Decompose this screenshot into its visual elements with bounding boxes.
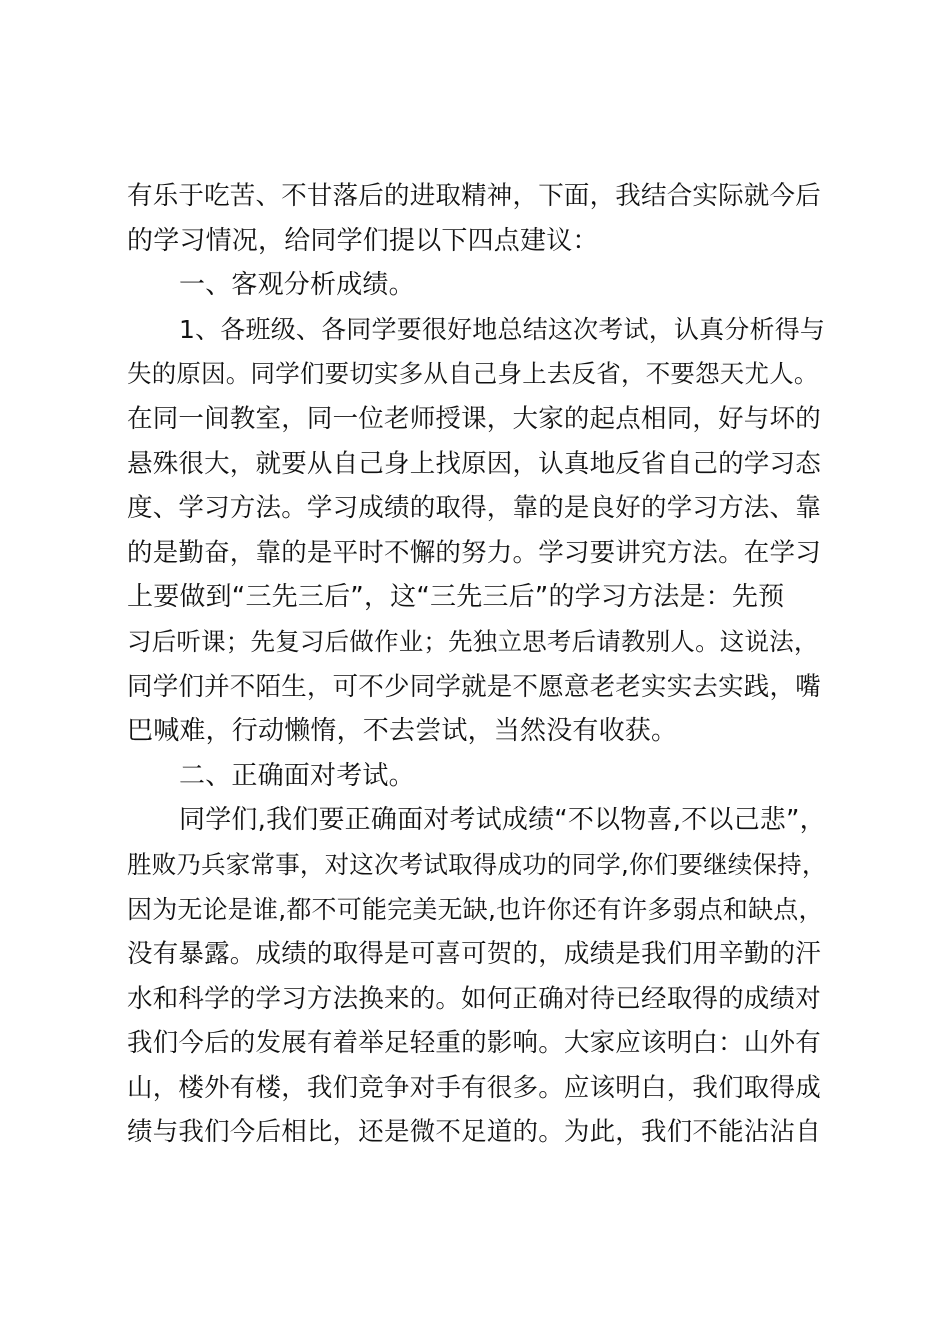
- text-line: 绩与我们今后相比，还是微不足道的。为此，我们不能沾沾自: [127, 1117, 821, 1148]
- text-line: 的是勤奋，靠的是平时不懈的努力。学习要讲究方法。在学习: [127, 537, 821, 568]
- text-line: 同学们并不陌生，可不少同学就是不愿意老老实实去实践，嘴: [127, 671, 821, 702]
- text-line: 失的原因。同学们要切实多从自己身上去反省，不要怨天尤人。: [127, 359, 819, 389]
- text-line: 悬殊很大，就要从自己身上找原因，认真地反省自己的学习态: [127, 448, 821, 479]
- text-line: 我们今后的发展有着举足轻重的影响。大家应该明白：山外有: [127, 1028, 821, 1059]
- text-line: 胜败乃兵家常事，对这次考试取得成功的同学,你们要继续保持，: [127, 849, 827, 879]
- text-line: 的学习情况，给同学们提以下四点建议：: [127, 225, 599, 256]
- paragraph-start: 同学们,我们要正确面对考试成绩“不以物喜,不以己悲”，: [179, 805, 826, 836]
- text-line: 上要做到“三先三后”，这“三先三后”的学习方法是：先预: [127, 582, 785, 613]
- document-body: [127, 174, 832, 1155]
- text-line: 有乐于吃苦、不甘落后的进取精神，下面，我结合实际就今后: [127, 181, 821, 211]
- section-heading: 一、客观分析成绩。: [179, 270, 415, 301]
- text-line: 水和科学的学习方法换来的。如何正确对待已经取得的成绩对: [127, 983, 821, 1014]
- text-line: 习后听课；先复习后做作业；先独立思考后请教别人。这说法，: [127, 626, 819, 656]
- section-heading: 二、正确面对考试。: [179, 760, 415, 791]
- paragraph-start: 1、各班级、各同学要很好地总结这次考试，认真分析得与: [179, 314, 826, 344]
- text-line: 在同一间教室，同一位老师授课，大家的起点相同，好与坏的: [127, 403, 821, 434]
- text-line: 巴喊难，行动懒惰，不去尝试，当然没有收获。: [127, 716, 678, 747]
- text-line: 因为无论是谁,都不可能完美无缺,也许你还有许多弱点和缺点，: [127, 894, 824, 924]
- text-line: 没有暴露。成绩的取得是可喜可贺的，成绩是我们用辛勤的汗: [127, 939, 821, 970]
- text-line: 山，楼外有楼，我们竞争对手有很多。应该明白，我们取得成: [127, 1072, 821, 1103]
- text-line: 度、学习方法。学习成绩的取得，靠的是良好的学习方法、靠: [127, 493, 821, 524]
